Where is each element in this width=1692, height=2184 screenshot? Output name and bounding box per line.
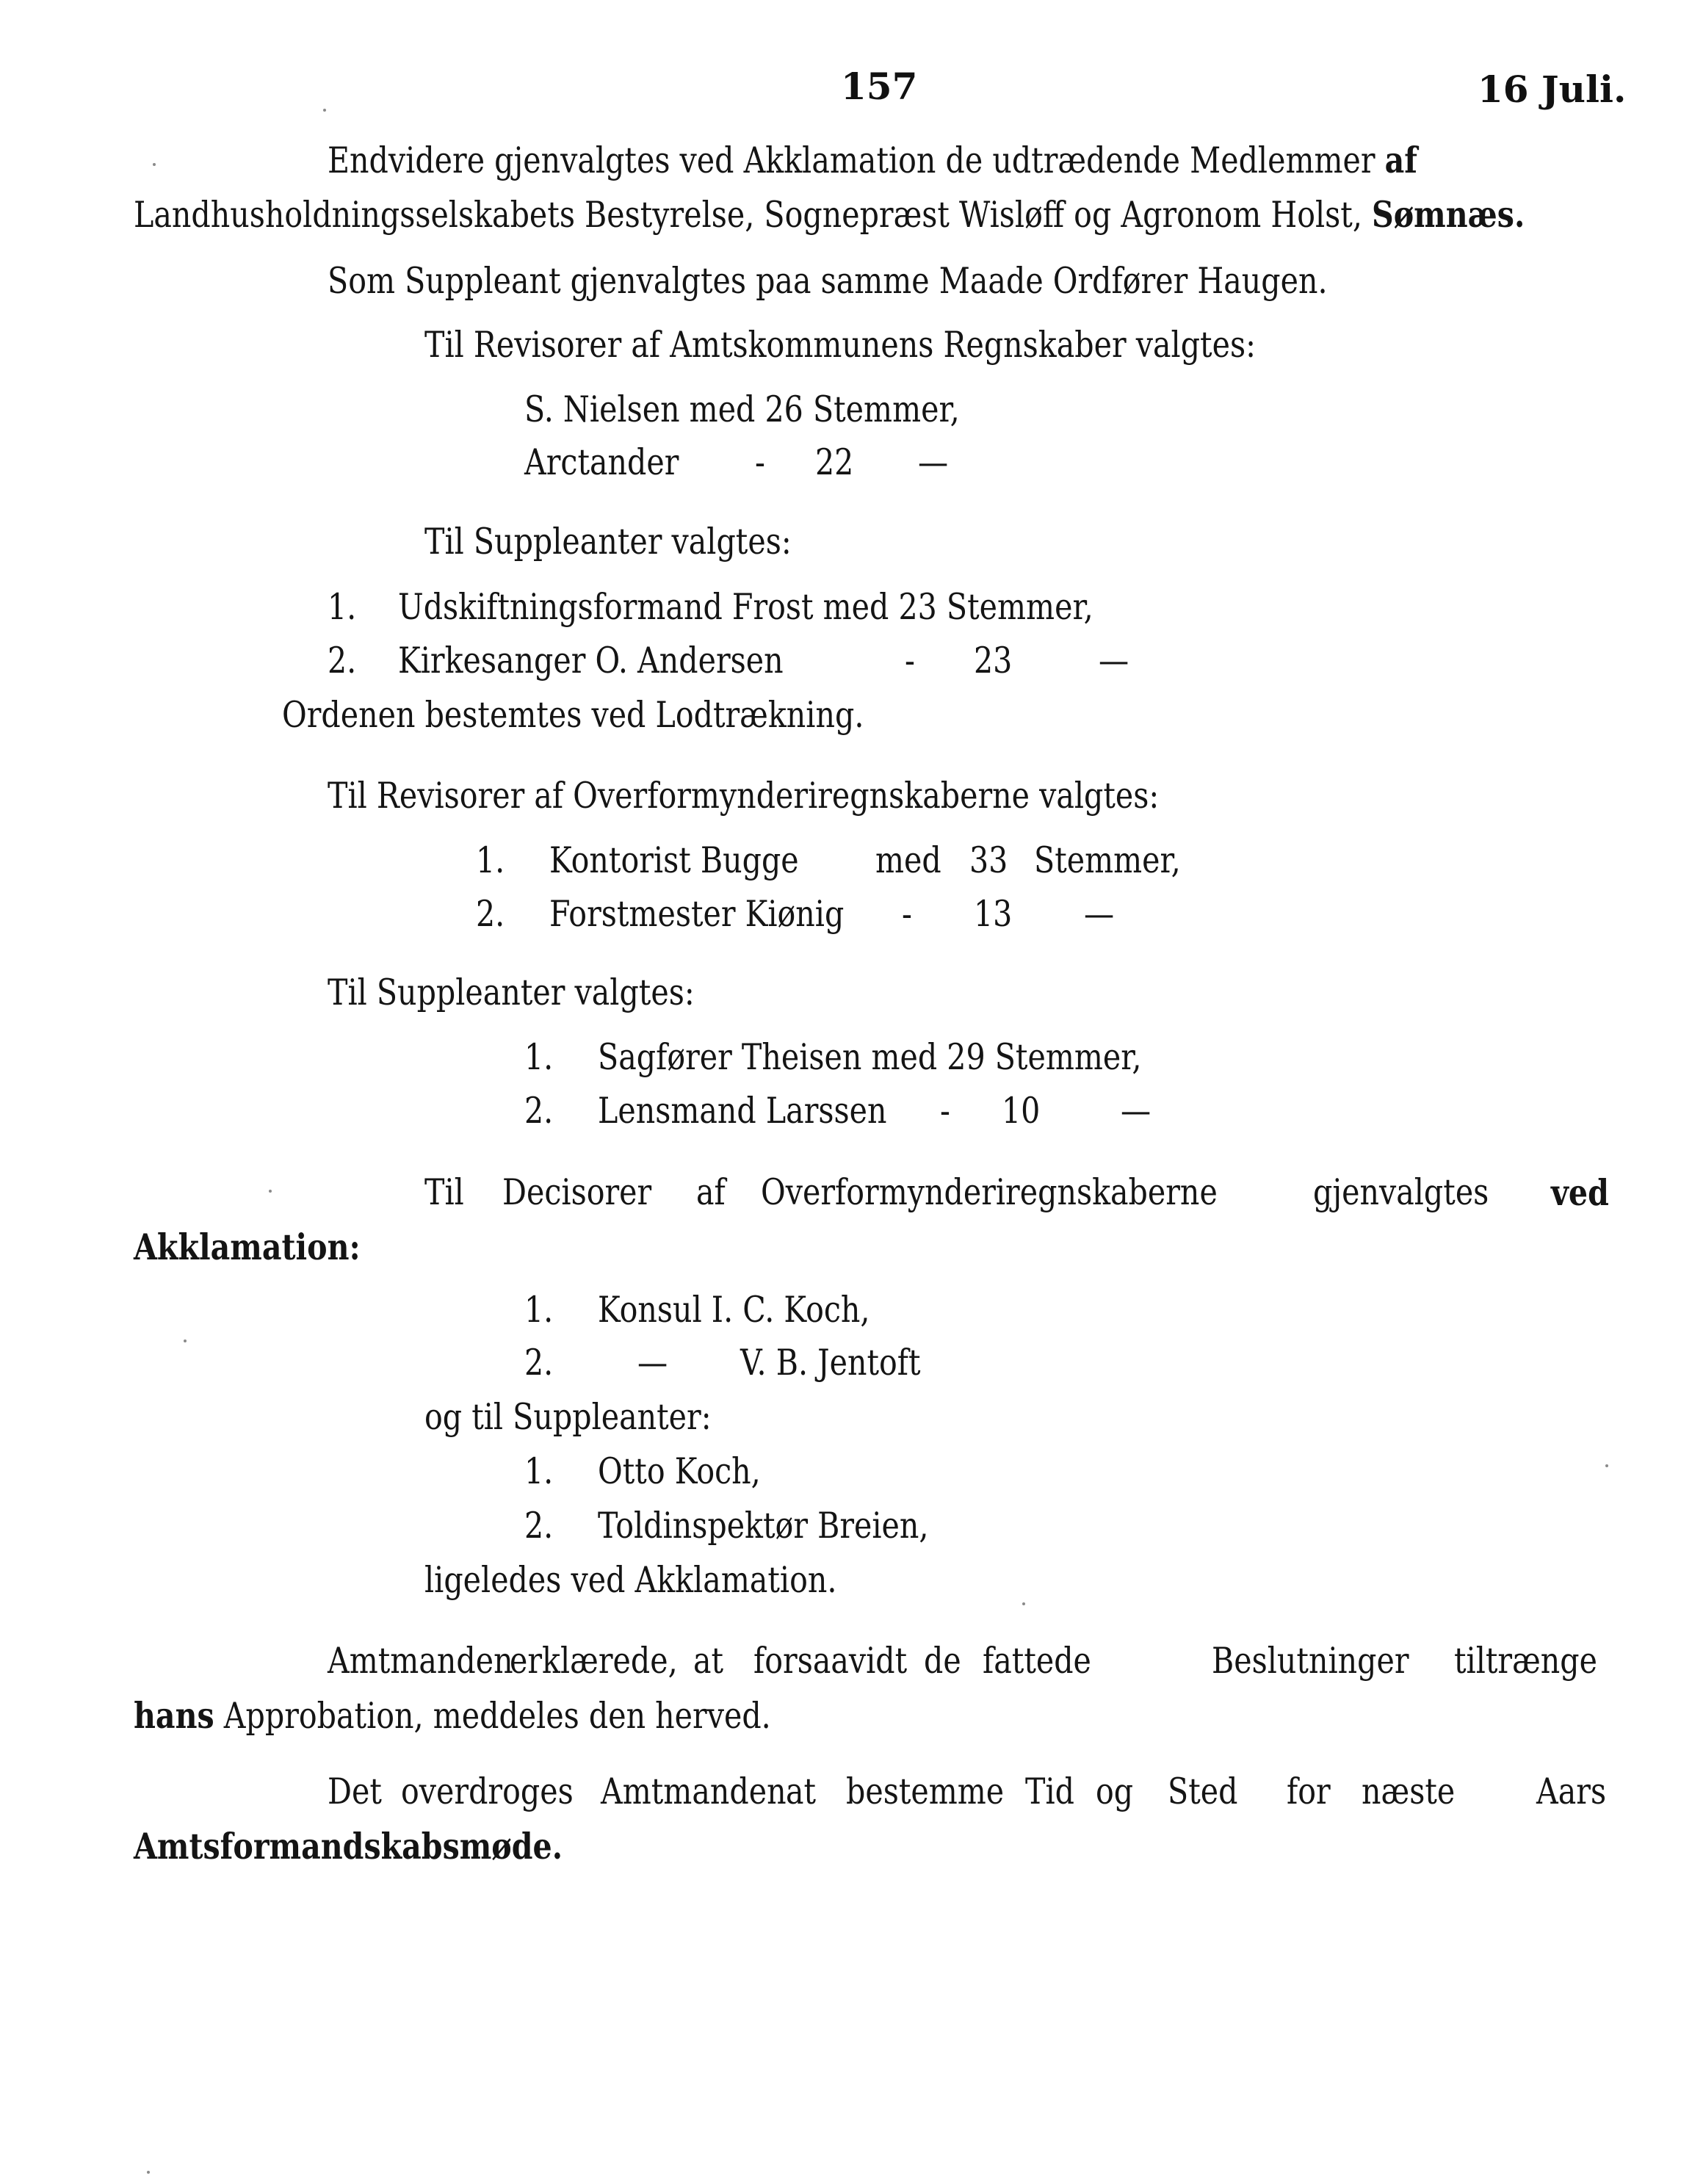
p9-word-3: Amtmanden	[601, 1771, 787, 1812]
p6-row-2-dash: -	[940, 1090, 950, 1132]
p7-supp-row-1-text: Otto Koch,	[598, 1450, 761, 1492]
p5-row-2-num: 2.	[476, 893, 505, 935]
p6-row-1-num: 1.	[524, 1036, 554, 1078]
p7-word-4: Overformynderiregnskaberne	[761, 1171, 1218, 1213]
p4-intro: Til Suppleanter valgtes:	[424, 521, 792, 563]
p5-row-2-text: Forstmester Kiønig	[549, 893, 845, 935]
p3-row-2-name: Arctander	[524, 441, 679, 483]
p8-word-7: Beslutninger	[1212, 1640, 1409, 1682]
p9-word-10: næste	[1362, 1771, 1456, 1812]
page-number: 157	[841, 65, 918, 108]
scan-speck	[153, 163, 156, 166]
p5-row-2-ditto: —	[1084, 893, 1115, 935]
scan-speck	[184, 1339, 187, 1342]
p3-row-2-dash: -	[755, 441, 765, 483]
p7-supp-intro: og til Suppleanter:	[424, 1396, 712, 1438]
p1-line1	[328, 138, 1417, 183]
p6-row-2-text: Lensmand Larssen	[598, 1090, 887, 1132]
p3-row-2-votes: 22	[815, 441, 854, 483]
p8-line2	[134, 1693, 771, 1738]
p5-row-1-votes: 33	[969, 839, 1008, 881]
p6-row-2-votes: 10	[1002, 1090, 1041, 1132]
p6-row-2-ditto: —	[1121, 1090, 1152, 1132]
p9-line2: Amtsformandskabsmøde.	[134, 1825, 563, 1867]
p8-word-8: tiltrænge	[1454, 1640, 1597, 1682]
p1-line1-bold: af	[1384, 139, 1418, 181]
p5-row-1-med: med	[875, 839, 941, 881]
p7-word-5: gjenvalgtes	[1313, 1171, 1489, 1213]
p8-word-1: Amtmanden	[328, 1640, 513, 1682]
p5-row-2-dash: -	[902, 893, 912, 935]
p9-word-1: Det	[328, 1771, 382, 1812]
p7-line2: Akklamation:	[134, 1226, 361, 1268]
p5-row-1-text: Kontorist Bugge	[549, 839, 799, 881]
p7-row-1-num: 1.	[524, 1289, 554, 1331]
p5-intro: Til Revisorer af Overformynderiregnskaberne valgtes:	[328, 775, 1160, 817]
p3-intro: Til Revisorer af Amtskommunens Regnskaber valgtes:	[424, 324, 1256, 366]
p7-row-1-text: Konsul I. C. Koch,	[598, 1289, 870, 1331]
p2-line: Som Suppleant gjenvalgtes paa samme Maade Ordfører Haugen.	[328, 260, 1328, 302]
p9-word-6: Tid	[1025, 1771, 1074, 1812]
p6-row-1-text: Sagfører Theisen med 29 Stemmer,	[598, 1036, 1142, 1078]
p5-row-1-tail: Stemmer,	[1034, 839, 1181, 881]
p9-word-2: overdroges	[401, 1771, 574, 1812]
p1-line2-text: Landhusholdningsselskabets Bestyrelse, Sognepræst Wisløff og Agronom Holst,	[134, 194, 1362, 236]
p7-row-2-ditto: —	[637, 1342, 668, 1384]
p7-word-1: Til	[424, 1171, 464, 1213]
p6-row-2-num: 2.	[524, 1090, 554, 1132]
p7-supp-row-2-num: 2.	[524, 1505, 554, 1547]
p9-word-8: Sted	[1168, 1771, 1238, 1812]
p7-word-3: af	[696, 1171, 726, 1213]
p9-word-5: bestemme	[846, 1771, 1005, 1812]
p7-supp-row-1-num: 1.	[524, 1450, 554, 1492]
p4-row-2-votes: 23	[974, 640, 1013, 681]
p4-row-2-ditto: —	[1099, 640, 1129, 681]
scan-speck	[147, 2171, 150, 2174]
p4-row-2-num: 2.	[328, 640, 357, 681]
p5-row-2-votes: 13	[974, 893, 1013, 935]
p9-word-11: Aars	[1536, 1771, 1607, 1812]
p1-line2-bold: Sømnæs.	[1371, 193, 1525, 236]
p7-row-2-text: V. B. Jentoft	[740, 1342, 921, 1384]
p8-word-2: erklærede,	[510, 1640, 678, 1682]
p3-row-1: S. Nielsen med 26 Stemmer,	[524, 388, 960, 430]
p4-row-1-text: Udskiftningsformand Frost med 23 Stemmer,	[398, 586, 1093, 628]
p8-word-4: forsaavidt	[753, 1640, 908, 1682]
p9-word-4: at	[786, 1771, 817, 1812]
p8-line2-text: Approbation, meddeles den herved.	[223, 1695, 771, 1737]
scan-speck	[1022, 1602, 1025, 1605]
p7-supp-row-2-text: Toldinspektør Breien,	[598, 1505, 929, 1547]
p9-word-7: og	[1096, 1771, 1134, 1812]
p4-note: Ordenen bestemtes ved Lodtrækning.	[282, 694, 864, 736]
scan-speck	[269, 1190, 272, 1193]
p8-word-6: fattede	[983, 1640, 1091, 1682]
p7-closing: ligeledes ved Akklamation.	[424, 1559, 837, 1601]
p8-line2-bold: hans	[134, 1694, 214, 1737]
p9-word-9: for	[1287, 1771, 1331, 1812]
p7-word-2: Decisorer	[502, 1171, 652, 1213]
p4-row-1-num: 1.	[328, 586, 357, 628]
p1-line2	[134, 192, 1525, 237]
p6-intro: Til Suppleanter valgtes:	[328, 972, 695, 1013]
p3-row-2-ditto: —	[918, 441, 949, 483]
scan-speck	[323, 109, 326, 112]
p8-word-5: de	[924, 1640, 961, 1682]
p8-word-3: at	[693, 1640, 724, 1682]
p4-row-2-dash: -	[905, 640, 915, 681]
p4-row-2-text: Kirkesanger O. Andersen	[398, 640, 784, 681]
page-date: 16 Juli.	[1478, 68, 1627, 111]
p1-line1-text: Endvidere gjenvalgtes ved Akklamation de udtrædende Medlemmer	[328, 140, 1375, 181]
scan-speck	[1605, 1464, 1608, 1467]
p5-row-1-num: 1.	[476, 839, 505, 881]
p7-word-6: ved	[1551, 1171, 1609, 1214]
p7-row-2-num: 2.	[524, 1342, 554, 1384]
